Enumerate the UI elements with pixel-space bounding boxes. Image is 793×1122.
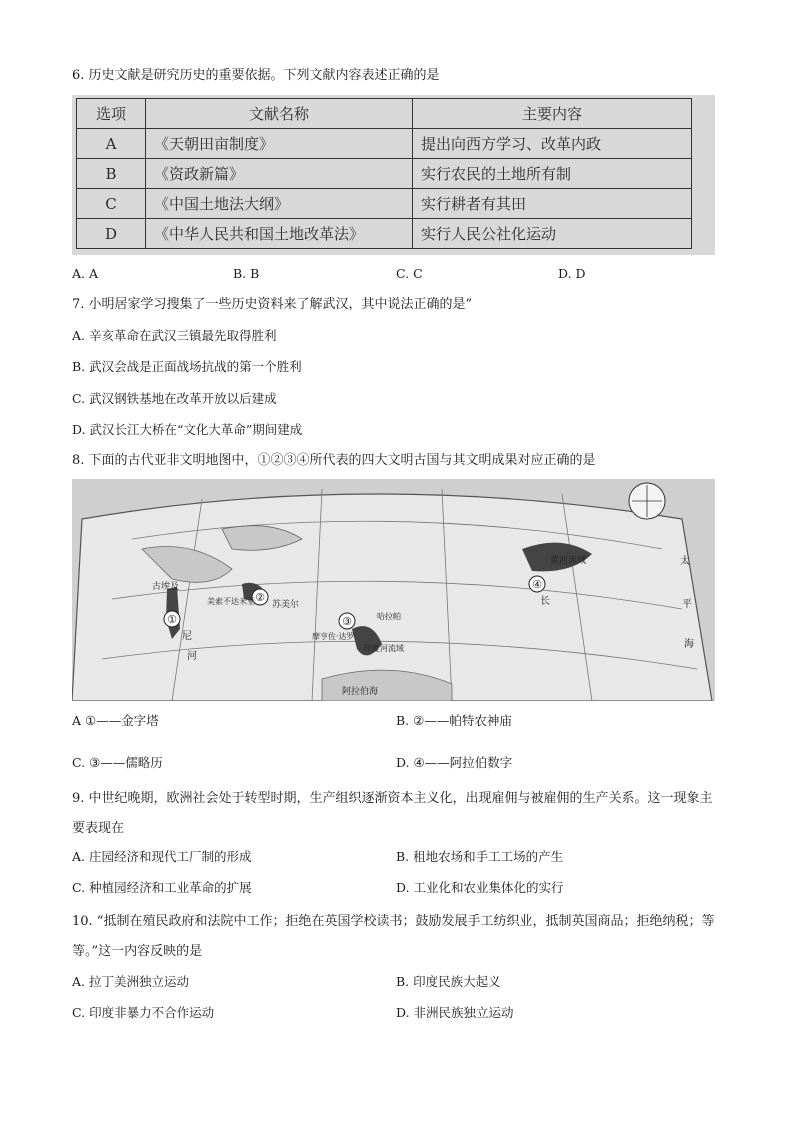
q10-option-b[interactable]: B. 印度民族大起义 bbox=[396, 974, 501, 989]
mohenjo-label: 摩亨佐·达罗 bbox=[312, 632, 355, 641]
table-row bbox=[77, 219, 692, 249]
table-row bbox=[77, 189, 692, 219]
q7-option-b[interactable]: B. 武汉会战是正面战场抗战的第一个胜利 bbox=[72, 359, 302, 374]
q6-table bbox=[76, 98, 692, 249]
yangtze-label: 长 bbox=[540, 596, 550, 607]
q8-stem: 8. 下面的古代亚非文明地图中，①②③④所代表的四大文明古国与其文明成果对应正确的是 bbox=[72, 453, 596, 468]
table-cell: B bbox=[77, 159, 146, 189]
table-row bbox=[77, 129, 692, 159]
mesopotamia-label: 美索不达米亚 bbox=[207, 597, 255, 606]
pacific-label-1: 太 bbox=[680, 556, 690, 567]
table-cell: 《中华人民共和国土地改革法》 bbox=[146, 219, 413, 249]
q9-option-b[interactable]: B. 租地农场和手工工场的产生 bbox=[396, 849, 564, 864]
table-cell: 《天朝田亩制度》 bbox=[146, 129, 413, 159]
table-header: 文献名称 bbox=[146, 99, 413, 129]
table-cell: 实行耕者有其田 bbox=[413, 189, 692, 219]
marker-4-label: ④ bbox=[532, 578, 542, 591]
table-cell: C bbox=[77, 189, 146, 219]
q8-option-a[interactable]: A ①——金字塔 bbox=[72, 713, 159, 728]
river-label: 河 bbox=[187, 651, 197, 662]
q8-option-b[interactable]: B. ②——帕特农神庙 bbox=[396, 713, 512, 728]
q6-option-a[interactable]: A. A bbox=[72, 266, 99, 281]
table-cell: 实行农民的土地所有制 bbox=[413, 159, 692, 189]
table-cell: A bbox=[77, 129, 146, 159]
marker-3-label: ③ bbox=[342, 615, 352, 628]
harappa-label: 哈拉帕 bbox=[377, 612, 401, 621]
sumer-label: 苏美尔 bbox=[272, 600, 300, 610]
arabian-sea-label: 阿拉伯海 bbox=[342, 687, 379, 697]
table-header: 选项 bbox=[77, 99, 146, 129]
table-row bbox=[77, 159, 692, 189]
q7-stem: 7. 小明居家学习搜集了一些历史资料来了解武汉，其中说法正确的是” bbox=[72, 297, 473, 312]
q6-stem: 6. 历史文献是研究历史的重要依据。下列文献内容表述正确的是 bbox=[72, 68, 440, 83]
table-cell: 《资政新篇》 bbox=[146, 159, 413, 189]
table-header-row bbox=[77, 99, 692, 129]
q10-stem: 10. “抵制在殖民政府和法院中工作；拒绝在英国学校读书；鼓励发展手工纺织业，抵制英国商品；拒绝纳税；等等。”这一内容反映的是 bbox=[72, 914, 715, 959]
q9-option-c[interactable]: C. 种植园经济和工业革命的扩展 bbox=[72, 880, 252, 895]
q6-option-c[interactable]: C. C bbox=[396, 266, 423, 281]
q9-option-a[interactable]: A. 庄园经济和现代工厂制的形成 bbox=[72, 849, 252, 864]
q10-option-a[interactable]: A. 拉丁美洲独立运动 bbox=[72, 974, 189, 989]
marker-1-label: ① bbox=[167, 613, 177, 626]
q7-option-c[interactable]: C. 武汉钢铁基地在改革开放以后建成 bbox=[72, 391, 277, 406]
pacific-label-2: 平 bbox=[682, 599, 692, 610]
table-cell: 提出向西方学习、改革内政 bbox=[413, 129, 692, 159]
q9-stem: 9. 中世纪晚期，欧洲社会处于转型时期，生产组织逐渐资本主义化，出现雇佣与被雇佣的生产关系。这一现象主要表现在 bbox=[72, 791, 713, 836]
table-header: 主要内容 bbox=[413, 99, 692, 129]
marker-2-label: ② bbox=[255, 591, 265, 604]
q6-table-image bbox=[72, 95, 715, 255]
egypt-label: 古埃及 bbox=[152, 582, 180, 592]
q7-option-d[interactable]: D. 武汉长江大桥在“文化大革命”期间建成 bbox=[72, 422, 303, 437]
ancient-civilization-map bbox=[72, 479, 715, 701]
yellow-river-label: 黄河流域 bbox=[550, 556, 587, 566]
q9-option-d[interactable]: D. 工业化和农业集体化的实行 bbox=[396, 880, 564, 895]
indus-label: 印度河流域 bbox=[364, 644, 404, 653]
q6-option-d[interactable]: D. D bbox=[558, 266, 586, 281]
table-cell: 实行人民公社化运动 bbox=[413, 219, 692, 249]
q8-option-d[interactable]: D. ④——阿拉伯数字 bbox=[396, 755, 513, 770]
q10-option-c[interactable]: C. 印度非暴力不合作运动 bbox=[72, 1005, 215, 1020]
nile-label: 尼 bbox=[182, 631, 192, 642]
q6-option-b[interactable]: B. B bbox=[233, 266, 260, 281]
pacific-label-3: 海 bbox=[684, 639, 694, 650]
q7-option-a[interactable]: A. 辛亥革命在武汉三镇最先取得胜利 bbox=[72, 328, 277, 343]
q8-map-image bbox=[72, 479, 715, 701]
table-cell: 《中国土地法大纲》 bbox=[146, 189, 413, 219]
table-cell: D bbox=[77, 219, 146, 249]
q10-option-d[interactable]: D. 非洲民族独立运动 bbox=[396, 1005, 514, 1020]
q8-option-c[interactable]: C. ③——儒略历 bbox=[72, 755, 163, 770]
